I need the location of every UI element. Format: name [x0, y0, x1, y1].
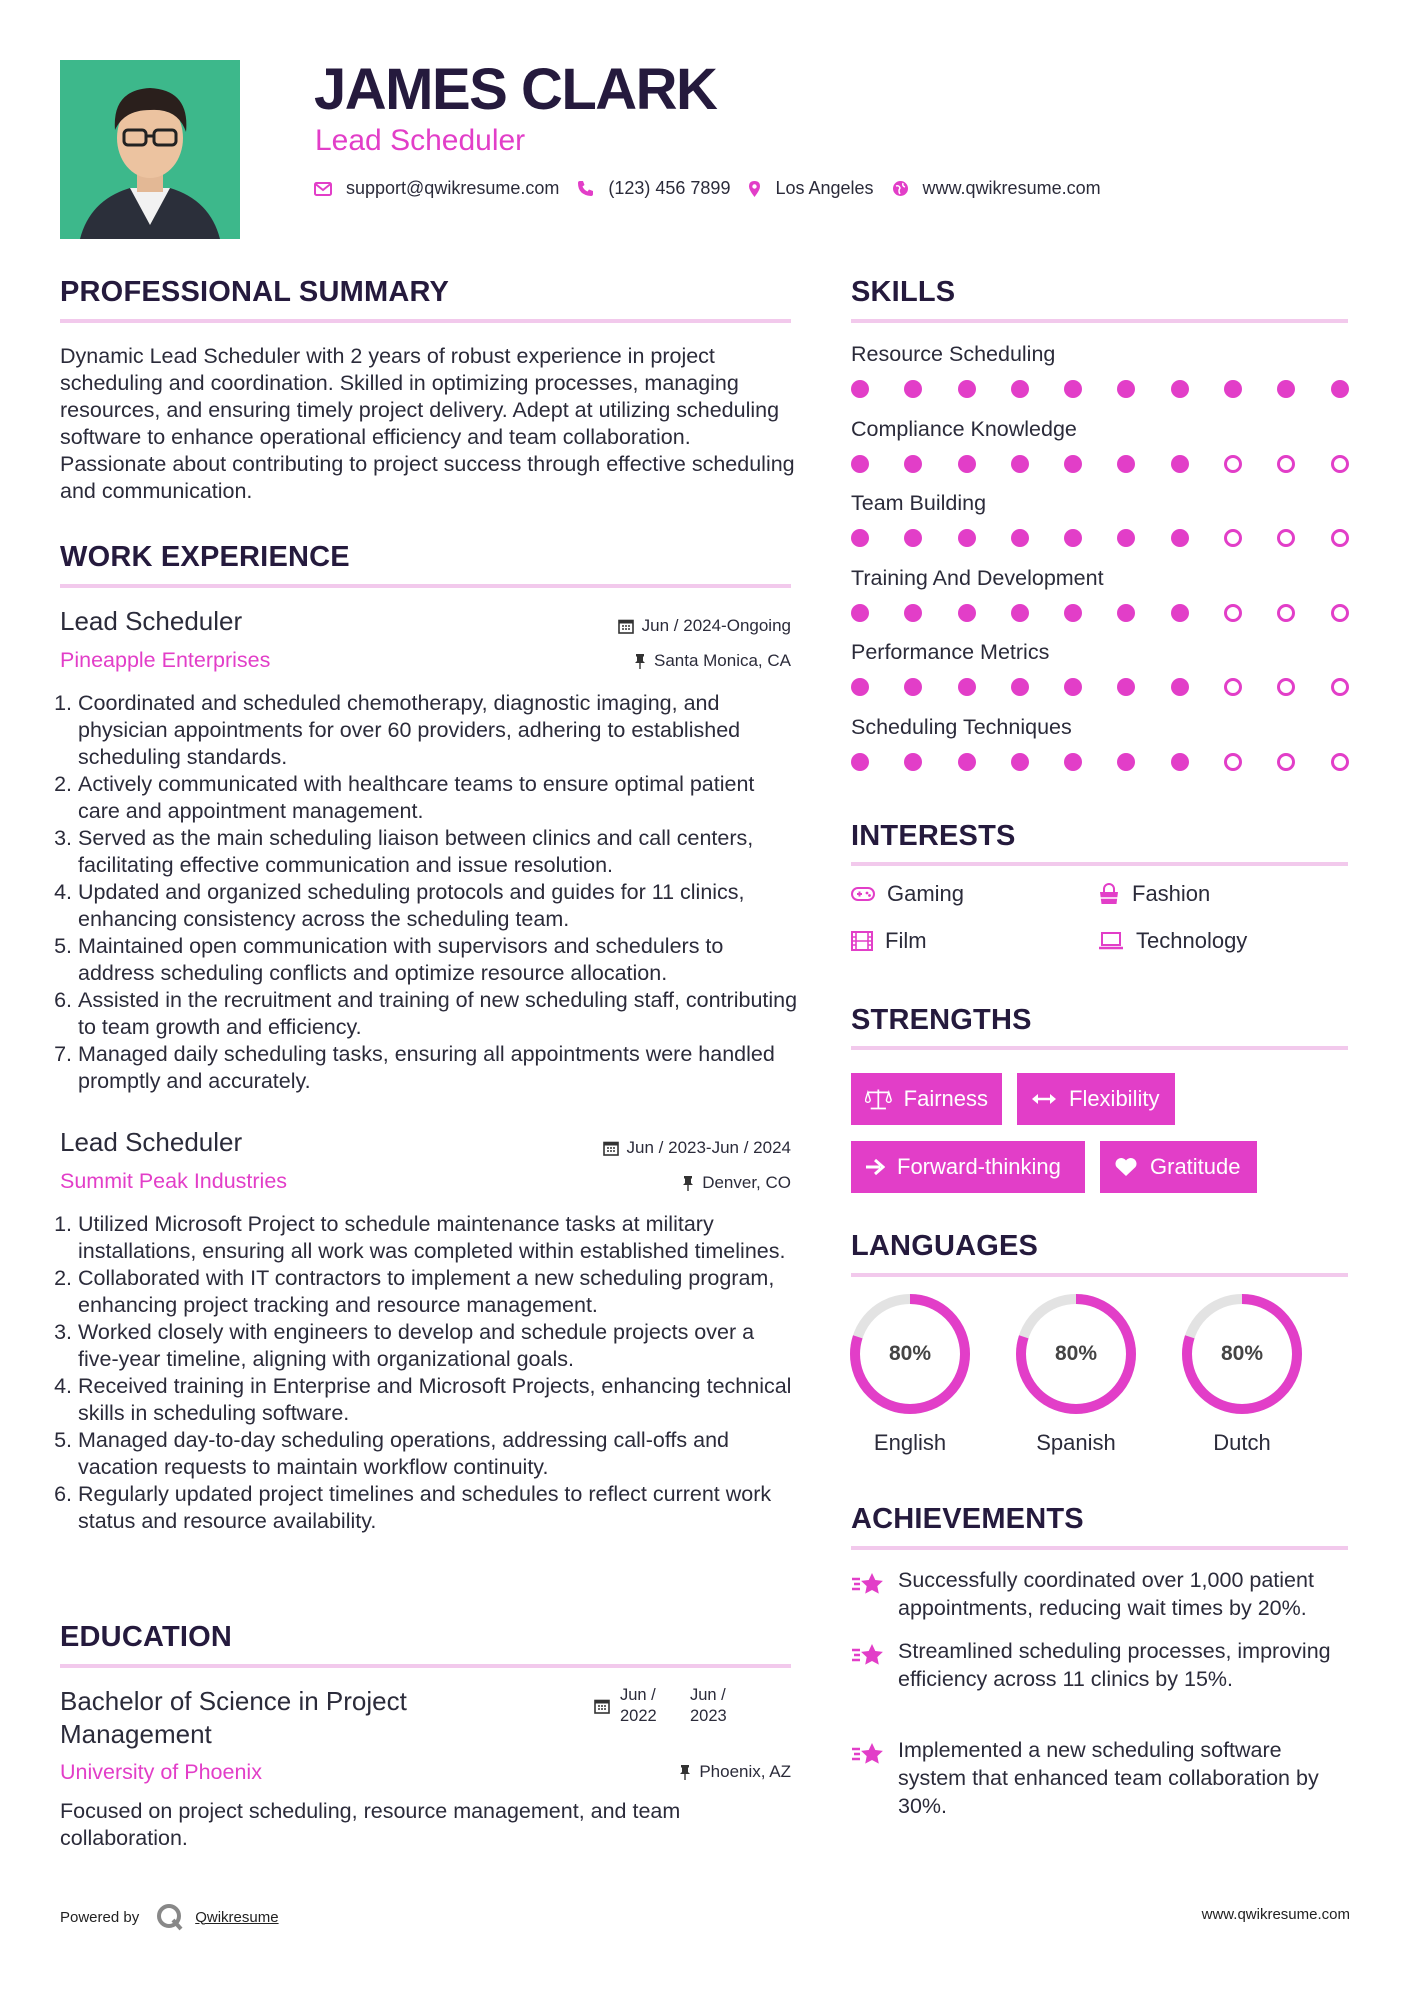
- language-item: [1180, 1292, 1304, 1456]
- strength-tag-flexibility: [1017, 1073, 1175, 1125]
- globe-icon: [892, 180, 909, 197]
- rating-dot-filled: [1064, 604, 1082, 622]
- rating-dot-filled: [1171, 455, 1189, 473]
- language-item: [1014, 1292, 1138, 1456]
- skill-rating: [851, 678, 1384, 696]
- list-item: 6. Regularly updated project timelines and schedules to reflect current work status and resource availability.: [78, 1481, 798, 1535]
- rating-dot-filled: [1064, 753, 1082, 771]
- languages-divider: [851, 1273, 1348, 1277]
- interest-label: Gaming: [887, 881, 965, 906]
- rating-dot-empty: [1277, 529, 1295, 547]
- strengths-heading: STRENGTHS: [851, 1004, 1032, 1036]
- rating-dot-filled: [851, 678, 869, 696]
- calendar-icon: [603, 1140, 619, 1156]
- rating-dot-filled: [851, 529, 869, 547]
- rating-dot-filled: [1224, 380, 1242, 398]
- shopping-bag-icon: [1098, 883, 1120, 905]
- rating-dot-filled: [1117, 380, 1135, 398]
- list-item: 2. Collaborated with IT contractors to implement a new scheduling program, enhancing project tracking and resource management.: [78, 1265, 798, 1319]
- rating-dot-filled: [1171, 529, 1189, 547]
- film-icon: [851, 931, 873, 951]
- rating-dot-empty: [1331, 678, 1349, 696]
- language-percent: 80%: [888, 1342, 932, 1365]
- strength-label: Gratitude: [1150, 1154, 1241, 1179]
- rating-dot-filled: [1117, 604, 1135, 622]
- job-location-text: Denver, CO: [702, 1173, 791, 1192]
- summary-divider: [60, 319, 791, 323]
- education-end-date: Jun / 2023: [690, 1686, 727, 1725]
- rating-dot-empty: [1331, 753, 1349, 771]
- candidate-title: Lead Scheduler: [315, 124, 526, 157]
- profile-photo: [60, 60, 240, 239]
- job-title: Lead Scheduler: [60, 606, 243, 636]
- job-duties-list: [78, 1211, 798, 1535]
- arrow-right-icon: [865, 1158, 885, 1176]
- map-pin-icon: [748, 180, 761, 198]
- footer-website[interactable]: www.qwikresume.com: [1201, 1906, 1350, 1923]
- list-item: 5. Maintained open communication with supervisors and schedulers to address scheduling conflicts and optimize resource allocation.: [78, 933, 798, 987]
- achievement-text: Streamlined scheduling processes, improving efficiency across 11 clinics by 15%.: [898, 1639, 1331, 1691]
- rating-dot-filled: [1011, 753, 1029, 771]
- rating-dot-filled: [851, 380, 869, 398]
- interests-divider: [851, 862, 1348, 866]
- language-name: English: [873, 1430, 947, 1455]
- contact-location: [748, 178, 873, 199]
- skill-name: Performance Metrics: [851, 640, 1050, 664]
- rating-dot-filled: [1171, 753, 1189, 771]
- rating-dot-empty: [1277, 753, 1295, 771]
- shooting-star-icon: [851, 1740, 885, 1768]
- skill-name: Team Building: [851, 491, 987, 515]
- laptop-icon: [1098, 932, 1124, 950]
- rating-dot-filled: [1331, 380, 1349, 398]
- rating-dot-filled: [1064, 380, 1082, 398]
- contact-bar: [314, 178, 1119, 199]
- list-item: 1. Coordinated and scheduled chemotherapy, diagnostic imaging, and physician appointments for over 60 providers, adhering to established scheduling standards.: [78, 690, 798, 771]
- contact-phone[interactable]: [577, 178, 730, 199]
- strength-label: Forward-thinking: [897, 1154, 1061, 1179]
- gamepad-icon: [851, 886, 875, 902]
- rating-dot-filled: [1117, 678, 1135, 696]
- rating-dot-filled: [958, 455, 976, 473]
- experience-heading: WORK EXPERIENCE: [60, 541, 350, 573]
- arrows-horizontal-icon: [1031, 1092, 1057, 1106]
- rating-dot-empty: [1331, 529, 1349, 547]
- qwikresume-logo-icon: [155, 1902, 185, 1932]
- job-location: [480, 1173, 791, 1193]
- rating-dot-filled: [851, 455, 869, 473]
- job-location: [480, 651, 791, 671]
- education-degree: Bachelor of Science in Project Management: [60, 1686, 407, 1749]
- education-divider: [60, 1664, 791, 1668]
- strength-label: Fairness: [903, 1086, 988, 1111]
- education-location: [480, 1762, 791, 1782]
- skill-name: Resource Scheduling: [851, 342, 1056, 366]
- rating-dot-filled: [904, 604, 922, 622]
- rating-dot-filled: [1117, 753, 1135, 771]
- rating-dot-filled: [1011, 604, 1029, 622]
- strength-label: Flexibility: [1069, 1086, 1160, 1111]
- strength-tag-fairness: [851, 1073, 1002, 1125]
- rating-dot-filled: [958, 678, 976, 696]
- strength-tag-gratitude: [1100, 1141, 1257, 1193]
- phone-icon: [577, 180, 594, 197]
- shooting-star-icon: [851, 1570, 885, 1598]
- achievement-item: [851, 1637, 1351, 1693]
- rating-dot-filled: [1011, 529, 1029, 547]
- interest-label: Fashion: [1132, 881, 1211, 906]
- education-location-text: Phoenix, AZ: [699, 1762, 791, 1781]
- contact-email-text: support@qwikresume.com: [346, 178, 560, 198]
- list-item: 7. Managed daily scheduling tasks, ensuring all appointments were handled promptly and accurately.: [78, 1041, 798, 1095]
- language-progress-ring: [848, 1292, 972, 1416]
- achievement-item: [851, 1566, 1351, 1622]
- rating-dot-empty: [1224, 604, 1242, 622]
- language-percent: 80%: [1054, 1342, 1098, 1365]
- rating-dot-empty: [1224, 529, 1242, 547]
- job-title: Lead Scheduler: [60, 1127, 243, 1157]
- job-company: Pineapple Enterprises: [60, 648, 271, 672]
- rating-dot-filled: [1064, 529, 1082, 547]
- achievement-text: Implemented a new scheduling software system that enhanced team collaboration by 30%.: [898, 1738, 1319, 1818]
- rating-dot-filled: [851, 604, 869, 622]
- rating-dot-filled: [1064, 678, 1082, 696]
- languages-heading: LANGUAGES: [851, 1230, 1039, 1262]
- interest-label: Film: [885, 928, 927, 953]
- skill-rating: [851, 455, 1384, 473]
- skill-rating: [851, 753, 1384, 771]
- achievements-divider: [851, 1546, 1348, 1550]
- skill-rating: [851, 604, 1384, 622]
- education-description: Focused on project scheduling, resource management, and team collaboration.: [60, 1799, 681, 1850]
- strength-tag-forward-thinking: [851, 1141, 1085, 1193]
- language-name: Dutch: [1213, 1430, 1271, 1455]
- skill-name: Compliance Knowledge: [851, 416, 1077, 441]
- job-company: Summit Peak Industries: [60, 1169, 288, 1193]
- education-dates: [594, 1685, 750, 1727]
- education-school: University of Phoenix: [60, 1760, 262, 1784]
- contact-website-text: www.qwikresume.com: [922, 178, 1101, 198]
- rating-dot-empty: [1224, 455, 1242, 473]
- achievements-heading: ACHIEVEMENTS: [851, 1503, 1084, 1535]
- rating-dot-empty: [1277, 455, 1295, 473]
- summary-heading: PROFESSIONAL SUMMARY: [60, 276, 450, 308]
- rating-dot-filled: [904, 455, 922, 473]
- rating-dot-filled: [1171, 604, 1189, 622]
- rating-dot-filled: [1171, 380, 1189, 398]
- rating-dot-filled: [1117, 455, 1135, 473]
- pushpin-icon: [634, 653, 646, 669]
- qwikresume-link[interactable]: Qwikresume: [195, 1908, 279, 1926]
- contact-website[interactable]: [892, 178, 1101, 199]
- interest-item-film: [851, 928, 927, 954]
- balance-scale-icon: [865, 1088, 892, 1110]
- footer-powered-by: [60, 1902, 279, 1932]
- rating-dot-filled: [958, 529, 976, 547]
- skill-rating: [851, 380, 1384, 398]
- skill-name: Training And Development: [851, 565, 1104, 590]
- pushpin-icon: [679, 1764, 691, 1780]
- interest-item-gaming: [851, 881, 964, 907]
- rating-dot-filled: [904, 529, 922, 547]
- job-dates: [480, 1138, 791, 1158]
- rating-dot-filled: [1171, 678, 1189, 696]
- interest-label: Technology: [1136, 928, 1248, 953]
- list-item: 4. Received training in Enterprise and Microsoft Projects, enhancing technical skills in scheduling software.: [78, 1373, 798, 1427]
- contact-phone-text: (123) 456 7899: [608, 178, 731, 198]
- job-duties-list: [78, 690, 798, 1095]
- list-item: 6. Assisted in the recruitment and training of new scheduling staff, contributing to team growth and efficiency.: [78, 987, 798, 1041]
- candidate-name: JAMES CLARK: [314, 57, 717, 122]
- job-dates: [480, 616, 791, 636]
- rating-dot-filled: [958, 753, 976, 771]
- skill-rating: [851, 529, 1384, 547]
- interest-item-technology: [1098, 928, 1247, 954]
- rating-dot-filled: [958, 380, 976, 398]
- list-item: 3. Served as the main scheduling liaison between clinics and call centers, facilitating effective communication and issue resolution.: [78, 825, 798, 879]
- rating-dot-filled: [958, 604, 976, 622]
- list-item: 2. Actively communicated with healthcare teams to ensure optimal patient care and appointment management.: [78, 771, 798, 825]
- heart-icon: [1114, 1157, 1138, 1177]
- strengths-divider: [851, 1046, 1348, 1050]
- shooting-star-icon: [851, 1641, 885, 1669]
- job-location-text: Santa Monica, CA: [653, 651, 791, 670]
- education-heading: EDUCATION: [60, 1621, 233, 1653]
- achievement-item: [851, 1736, 1351, 1820]
- rating-dot-filled: [851, 753, 869, 771]
- rating-dot-filled: [904, 678, 922, 696]
- job-dates-text: Jun / 2023-Jun / 2024: [626, 1138, 791, 1157]
- list-item: 1. Utilized Microsoft Project to schedule maintenance tasks at military installations, ensuring all work was completed within established timelines.: [78, 1211, 798, 1265]
- rating-dot-filled: [904, 380, 922, 398]
- job-dates-text: Jun / 2024-Ongoing: [641, 616, 791, 635]
- rating-dot-filled: [1011, 678, 1029, 696]
- rating-dot-filled: [1064, 455, 1082, 473]
- envelope-icon: [314, 182, 332, 196]
- interests-heading: INTERESTS: [851, 820, 1016, 852]
- rating-dot-filled: [1117, 529, 1135, 547]
- pushpin-icon: [682, 1175, 694, 1191]
- language-name: Spanish: [1036, 1430, 1116, 1455]
- skills-heading: SKILLS: [851, 276, 956, 308]
- skill-name: Scheduling Techniques: [851, 714, 1072, 739]
- rating-dot-filled: [904, 753, 922, 771]
- experience-divider: [60, 584, 791, 588]
- rating-dot-empty: [1277, 678, 1295, 696]
- calendar-icon: [594, 1698, 610, 1714]
- interest-item-fashion: [1098, 881, 1210, 907]
- calendar-icon: [618, 618, 634, 634]
- achievement-text: Successfully coordinated over 1,000 patient appointments, reducing wait times by 20%.: [898, 1568, 1314, 1620]
- list-item: 3. Worked closely with engineers to develop and schedule projects over a five-year timeline, aligning with organizational goals.: [78, 1319, 798, 1373]
- language-progress-ring: [1180, 1292, 1304, 1416]
- language-progress-ring: [1014, 1292, 1138, 1416]
- rating-dot-filled: [1277, 380, 1295, 398]
- rating-dot-empty: [1331, 604, 1349, 622]
- list-item: 5. Managed day-to-day scheduling operations, addressing call-offs and vacation requests to maintain workflow continuity.: [78, 1427, 798, 1481]
- rating-dot-empty: [1224, 678, 1242, 696]
- rating-dot-empty: [1331, 455, 1349, 473]
- skills-divider: [851, 319, 1348, 323]
- summary-text: Dynamic Lead Scheduler with 2 years of robust experience in project scheduling and coordination. Skilled in optimizing processes, managing resources, and ensuring timely project delivery. Adept at utilizing scheduling software to enhance operational efficiency and team collaboration. Passionate about contributing to project success through effective scheduling and communication.: [60, 344, 795, 503]
- list-item: 4. Updated and organized scheduling protocols and guides for 11 clinics, enhancing consistency across the scheduling team.: [78, 879, 798, 933]
- rating-dot-filled: [1011, 380, 1029, 398]
- rating-dot-empty: [1277, 604, 1295, 622]
- contact-location-text: Los Angeles: [775, 178, 874, 198]
- rating-dot-empty: [1224, 753, 1242, 771]
- education-start-date: Jun / 2022: [620, 1686, 657, 1725]
- rating-dot-filled: [1011, 455, 1029, 473]
- powered-by-label: Powered by: [60, 1908, 140, 1926]
- language-percent: 80%: [1220, 1342, 1264, 1365]
- language-item: [848, 1292, 972, 1456]
- contact-email[interactable]: [314, 178, 559, 199]
